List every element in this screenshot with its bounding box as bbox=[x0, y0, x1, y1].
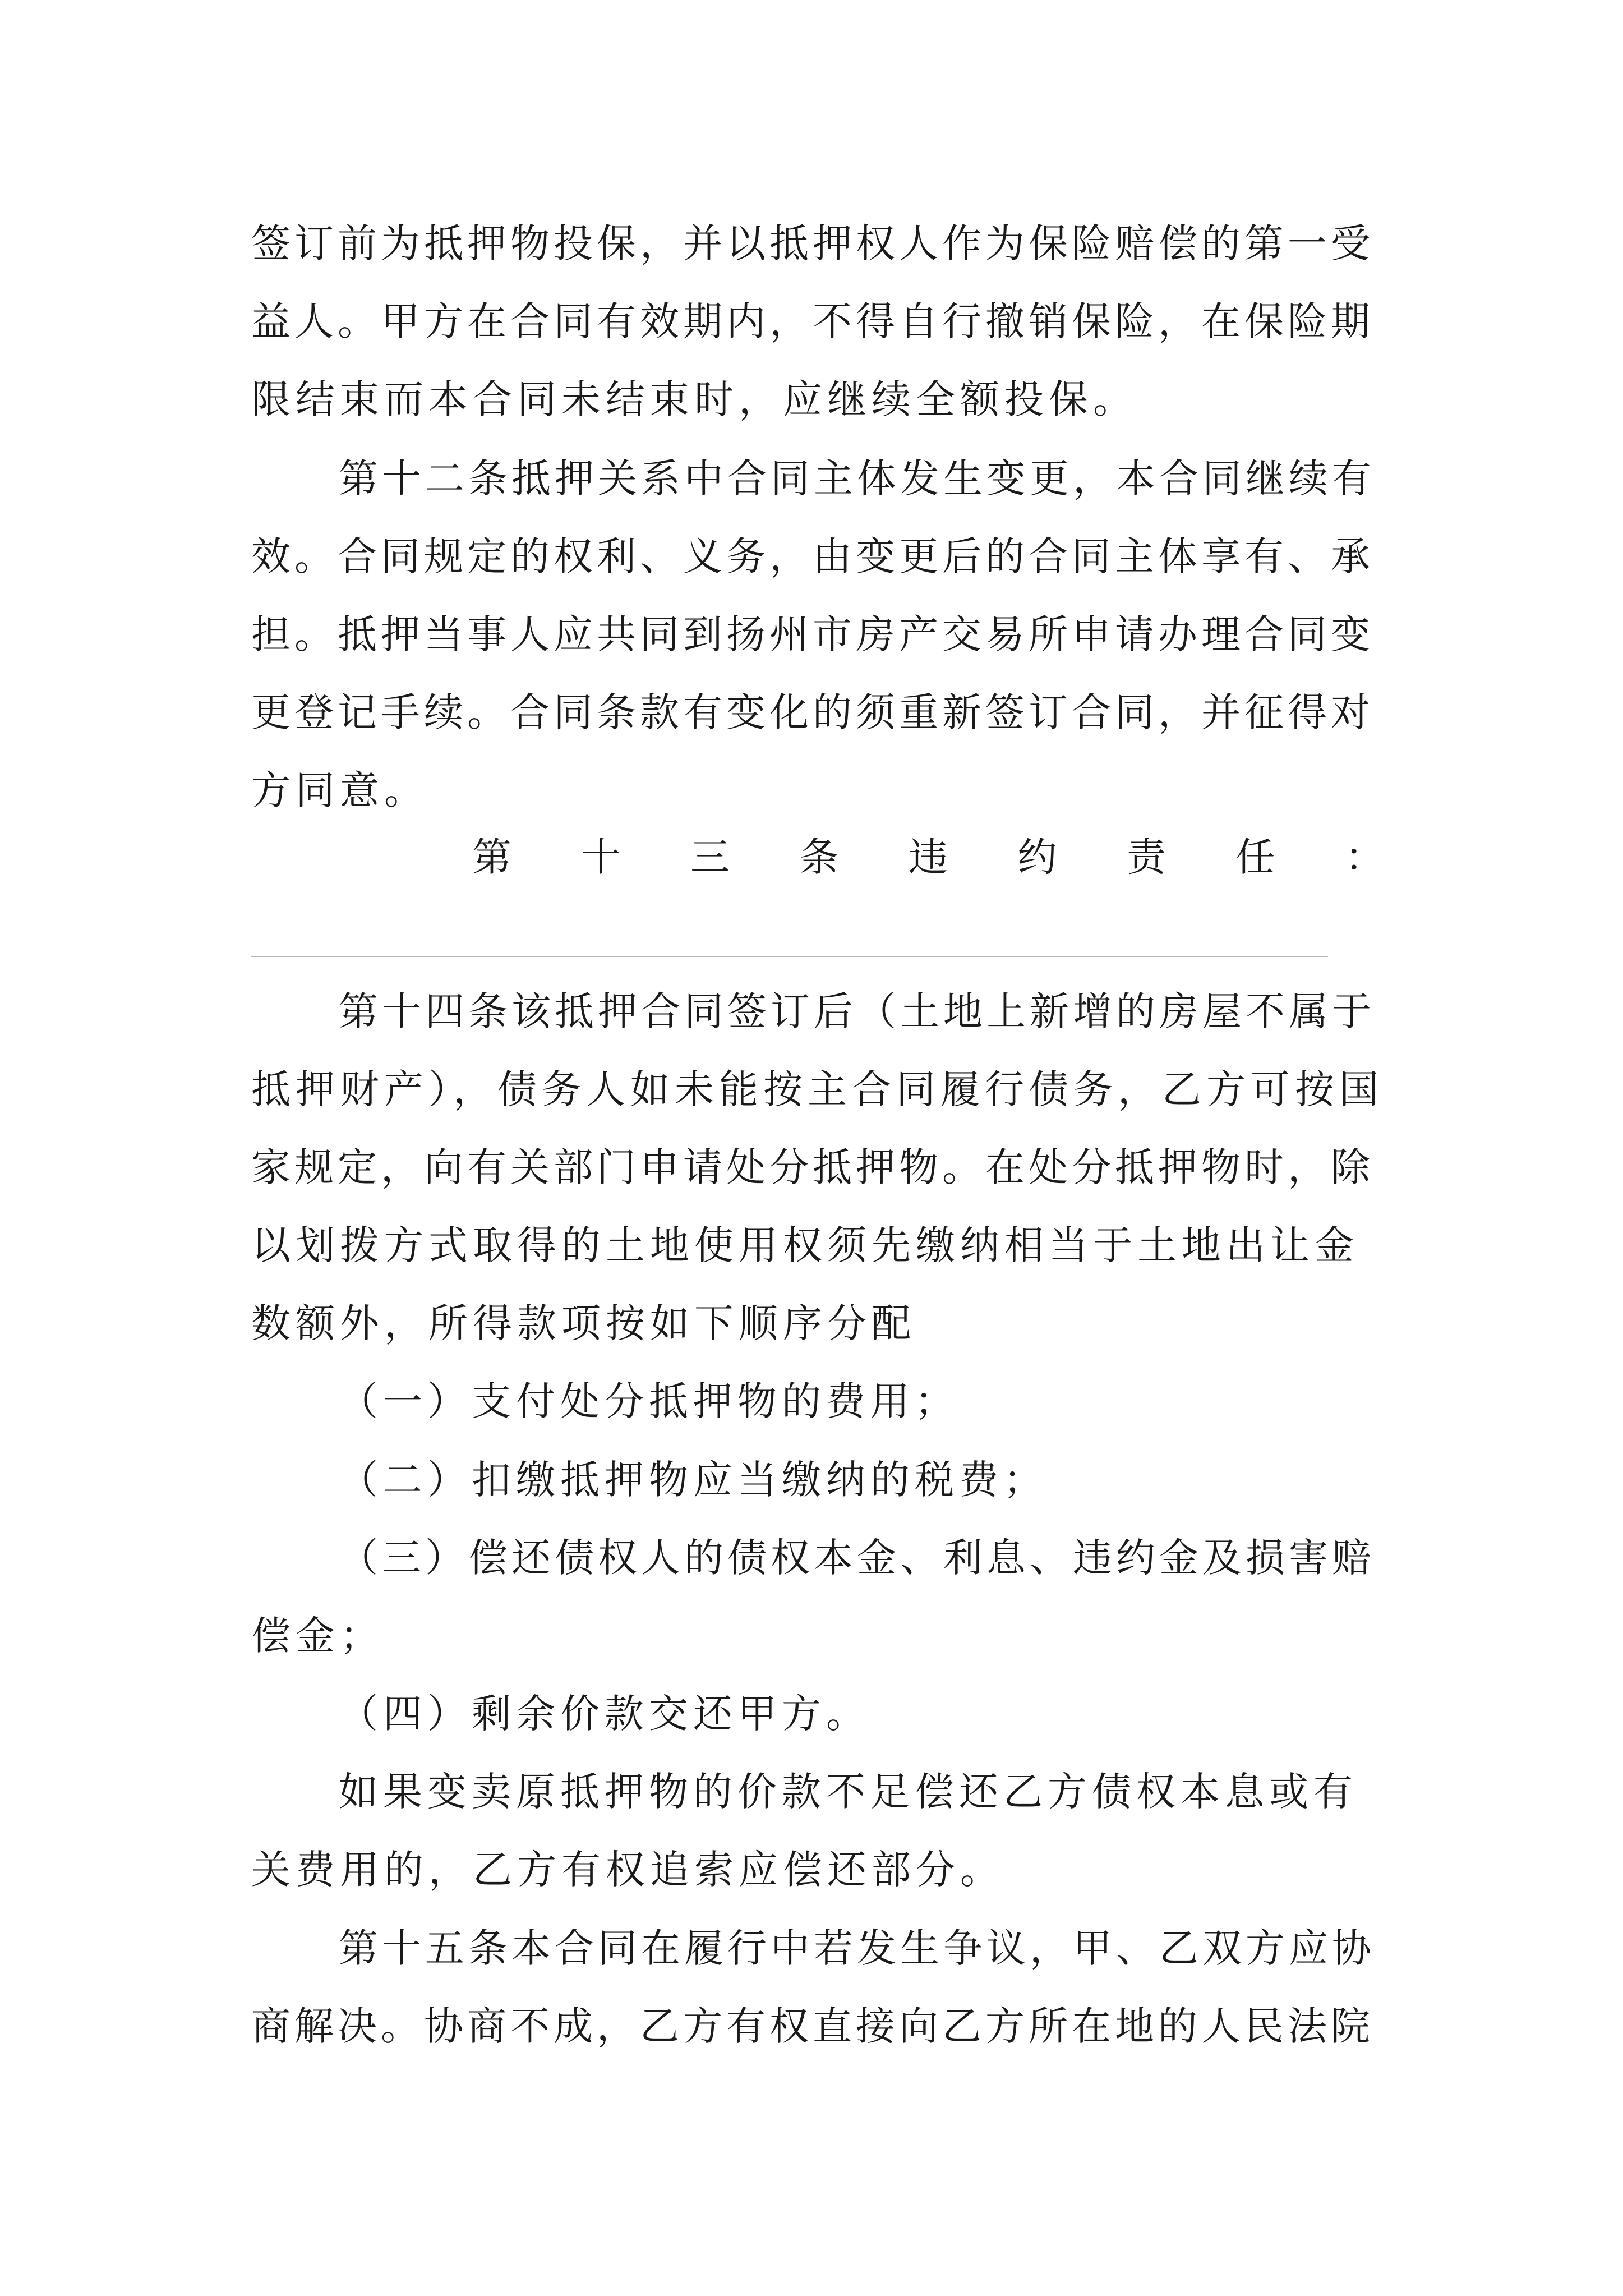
heading-char: 责 bbox=[1127, 834, 1166, 880]
text-line: 以划拨方式取得的土地使用权须先缴纳相当于土地出让金 bbox=[251, 1222, 1359, 1268]
heading-char: 违 bbox=[909, 834, 948, 880]
list-item: （三）偿还债权人的债权本金、利息、违约金及损害赔 bbox=[339, 1535, 1375, 1581]
text-line: 更登记手续。合同条款有变化的须重新签订合同，并征得对 bbox=[251, 689, 1374, 735]
heading-char: 三 bbox=[690, 834, 730, 880]
text-line: 家规定，向有关部门申请处分抵押物。在处分抵押物时，除 bbox=[251, 1144, 1374, 1190]
list-item: （四）剩余价款交还甲方。 bbox=[339, 1691, 870, 1737]
text-line: 益人。甲方在合同有效期内，不得自行撤销保险，在保险期 bbox=[251, 298, 1374, 344]
text-line: 第十二条抵押关系中合同主体发生变更，本合同继续有 bbox=[339, 455, 1375, 501]
list-item: （二）扣缴抵押物应当缴纳的税费； bbox=[339, 1457, 1048, 1503]
heading-char: 约 bbox=[1017, 834, 1057, 880]
text-line: 如果变卖原抵押物的价款不足偿还乙方债权本息或有 bbox=[339, 1769, 1358, 1815]
text-line: 关费用的，乙方有权追索应偿还部分。 bbox=[251, 1847, 1004, 1893]
text-line: 担。抵押当事人应共同到扬州市房产交易所申请办理合同变 bbox=[251, 611, 1374, 657]
text-line: 第十五条本合同在履行中若发生争议，甲、乙双方应协 bbox=[339, 1925, 1375, 1971]
heading-char: 十 bbox=[581, 834, 621, 880]
text-line: 限结束而本合同未结束时，应继续全额投保。 bbox=[251, 376, 1137, 422]
blank-fill-line bbox=[251, 956, 1328, 957]
list-item: （一）支付处分抵押物的费用； bbox=[339, 1378, 959, 1424]
heading-char: 任 bbox=[1235, 834, 1275, 880]
heading-char: 第 bbox=[472, 834, 511, 880]
heading-char: 条 bbox=[799, 834, 839, 880]
article-13-heading bbox=[472, 829, 1384, 885]
heading-char: ： bbox=[1345, 834, 1384, 880]
text-line: 抵押财产），债务人如未能按主合同履行债务，乙方可按国 bbox=[251, 1066, 1384, 1112]
text-line: 方同意。 bbox=[251, 767, 428, 813]
text-line: 第十四条该抵押合同签订后（土地上新增的房屋不属于 bbox=[339, 988, 1375, 1034]
text-line: 偿金； bbox=[251, 1613, 384, 1659]
text-line: 效。合同规定的权利、义务，由变更后的合同主体享有、承 bbox=[251, 533, 1374, 579]
text-line: 数额外，所得款项按如下顺序分配 bbox=[251, 1300, 916, 1346]
text-line: 签订前为抵押物投保，并以抵押权人作为保险赔偿的第一受 bbox=[251, 220, 1374, 266]
text-line: 商解决。协商不成，乙方有权直接向乙方所在地的人民法院 bbox=[251, 2003, 1374, 2049]
